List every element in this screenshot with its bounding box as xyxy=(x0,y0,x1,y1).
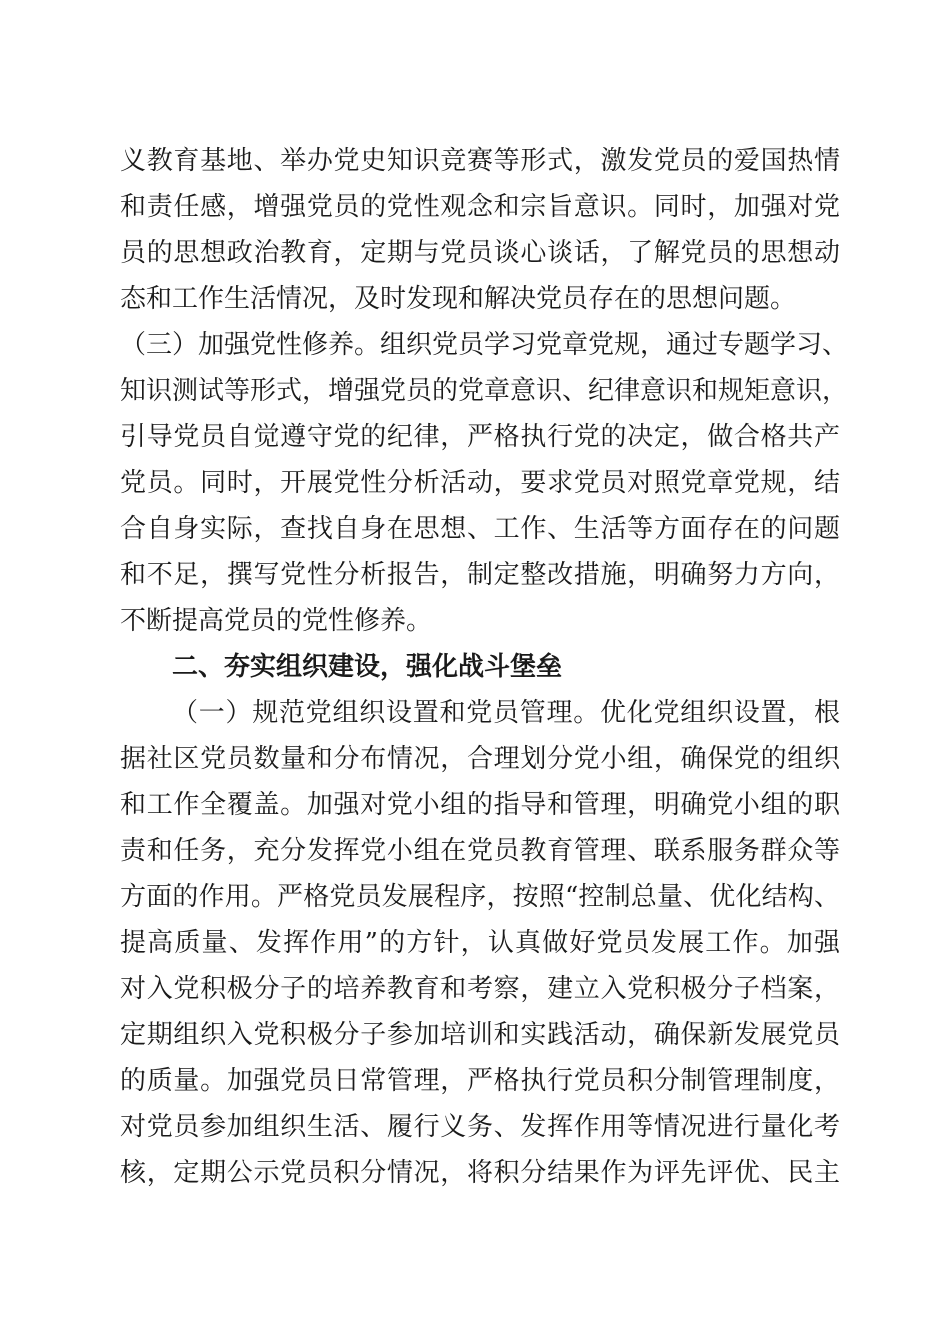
paragraph-line: 责和任务，充分发挥党小组在党员教育管理、联系服务群众等 xyxy=(120,836,840,866)
paragraph-line: 员的思想政治教育，定期与党员谈心谈话，了解党员的思想动 xyxy=(120,238,840,268)
paragraph-line: 对入党积极分子的培养教育和考察，建立入党积极分子档案， xyxy=(120,974,840,1004)
paragraph-line: 定期组织入党积极分子参加培训和实践活动，确保新发展党员 xyxy=(120,1020,840,1050)
paragraph-line: 对党员参加组织生活、履行义务、发挥作用等情况进行量化考 xyxy=(120,1112,840,1142)
paragraph-line: 态和工作生活情况，及时发现和解决党员存在的思想问题。 xyxy=(120,284,797,314)
paragraph-line: 引导党员自觉遵守党的纪律，严格执行党的决定，做合格共产 xyxy=(120,422,840,452)
paragraph-line: 知识测试等形式，增强党员的党章意识、纪律意识和规矩意识， xyxy=(120,376,849,406)
paragraph-line: 和不足，撰写党性分析报告，制定整改措施，明确努力方向， xyxy=(120,560,840,590)
paragraph-line: 合自身实际，查找自身在思想、工作、生活等方面存在的问题 xyxy=(120,514,840,544)
section-heading: 二、夯实组织建设，强化战斗堡垒 xyxy=(172,652,563,682)
paragraph-line: 核，定期公示党员积分情况，将积分结果作为评先评优、民主 xyxy=(120,1158,840,1188)
paragraph-line: （三）加强党性修养。组织党员学习党章党规，通过专题学习、 xyxy=(120,330,849,360)
paragraph-line: 党员。同时，开展党性分析活动，要求党员对照党章党规，结 xyxy=(120,468,840,498)
paragraph-line: 和工作全覆盖。加强对党小组的指导和管理，明确党小组的职 xyxy=(120,790,840,820)
paragraph-line: 据社区党员数量和分布情况，合理划分党小组，确保党的组织 xyxy=(120,744,840,774)
paragraph-line: 和责任感，增强党员的党性观念和宗旨意识。同时，加强对党 xyxy=(120,192,840,222)
paragraph-line: 的质量。加强党员日常管理，严格执行党员积分制管理制度， xyxy=(120,1066,840,1096)
paragraph-line: 义教育基地、举办党史知识竞赛等形式，激发党员的爱国热情 xyxy=(120,146,840,176)
paragraph-line: （一）规范党组织设置和党员管理。优化党组织设置，根 xyxy=(172,698,840,728)
paragraph-line: 提高质量、发挥作用”的方针，认真做好党员发展工作。加强 xyxy=(120,928,840,958)
paragraph-line: 不断提高党员的党性修养。 xyxy=(120,606,433,636)
paragraph-line: 方面的作用。严格党员发展程序，按照“控制总量、优化结构、 xyxy=(120,882,840,912)
